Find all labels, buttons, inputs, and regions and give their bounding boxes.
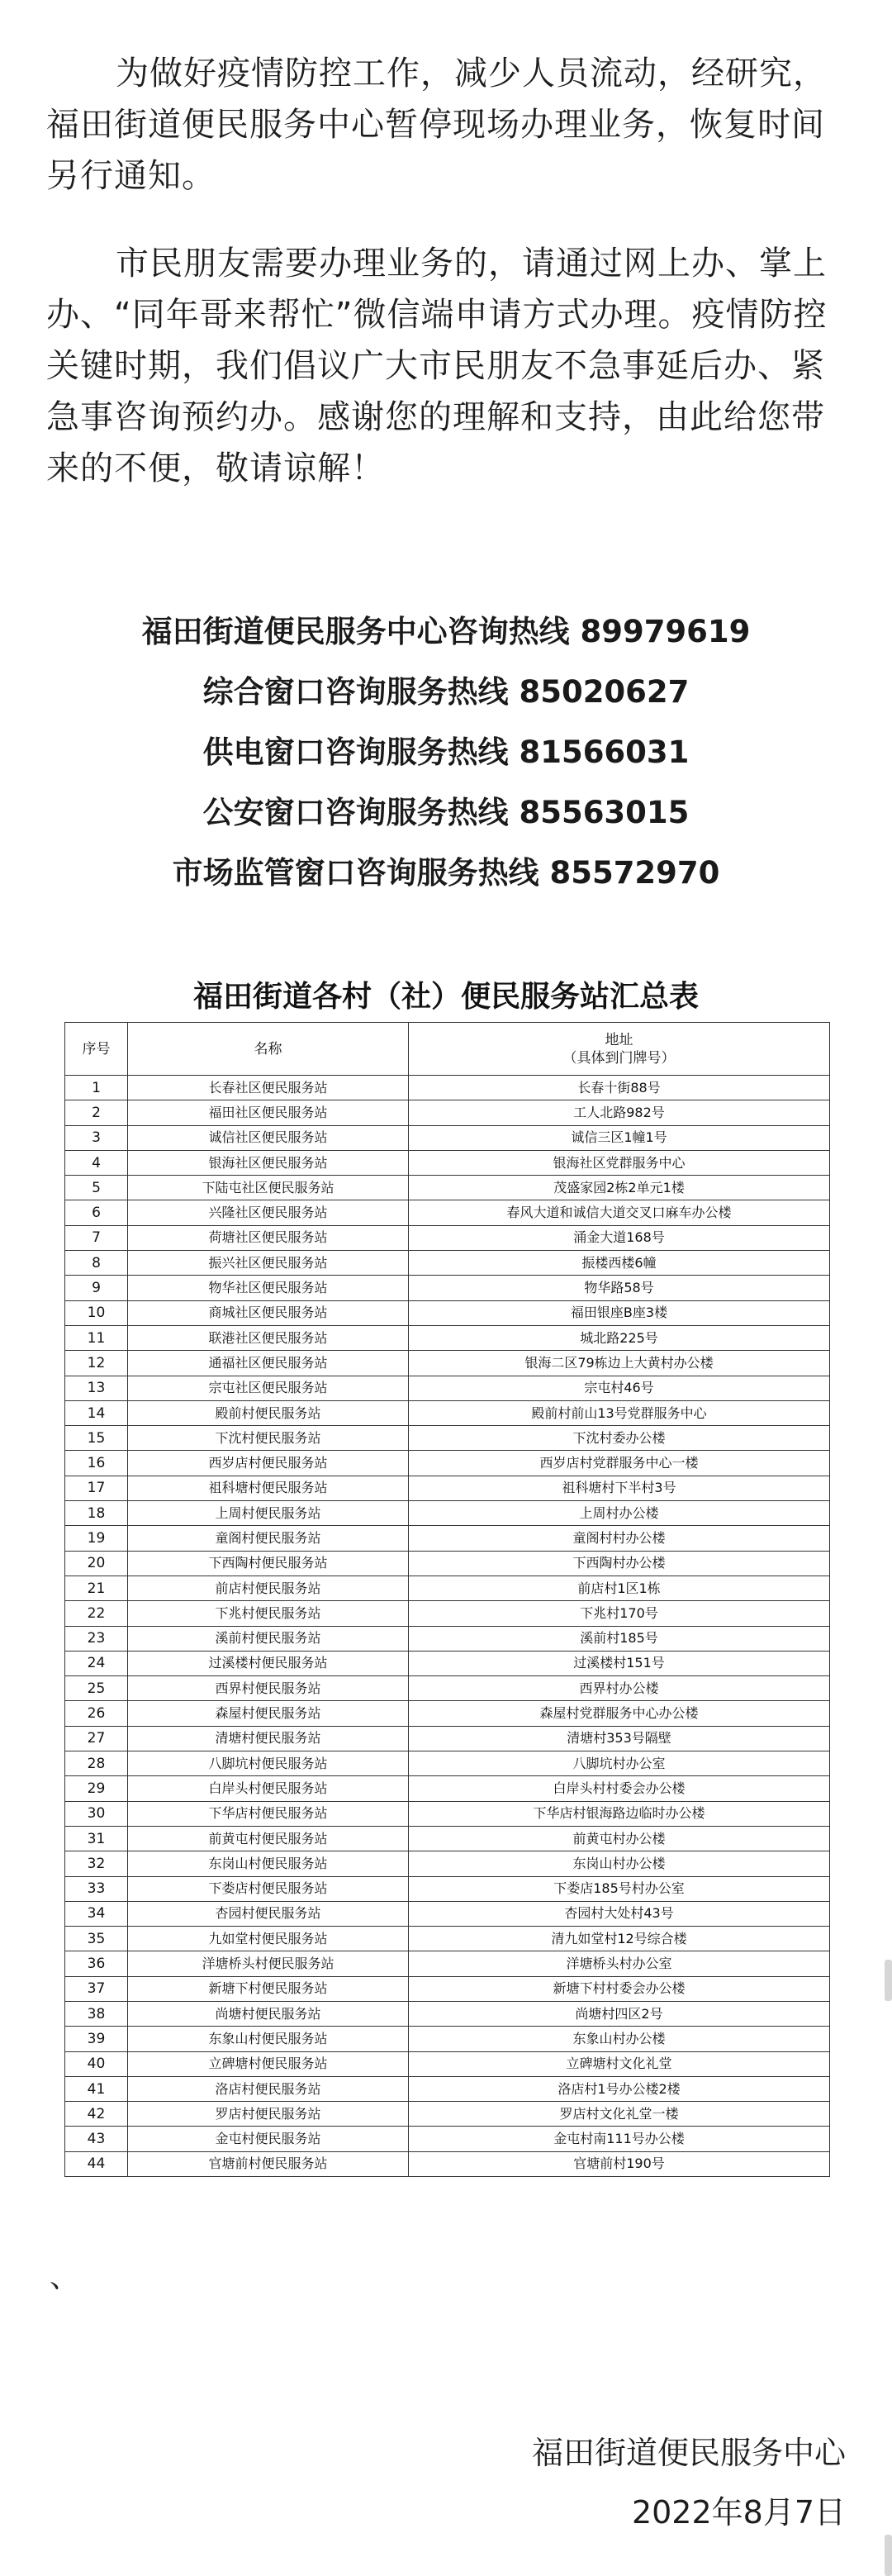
cell-name: 前黄屯村便民服务站	[128, 1826, 409, 1851]
cell-name: 下沈村便民服务站	[128, 1426, 409, 1451]
cell-address: 福田银座B座3楼	[409, 1300, 830, 1325]
cell-no: 34	[65, 1901, 128, 1926]
cell-address: 新塘下村村委会办公楼	[409, 1976, 830, 2001]
table-row	[65, 1476, 830, 1500]
table-row	[65, 1826, 830, 1851]
cell-address: 前店村1区1栋	[409, 1576, 830, 1600]
table-row	[65, 2102, 830, 2127]
cell-no: 10	[65, 1300, 128, 1325]
cell-address: 八脚坑村办公室	[409, 1751, 830, 1776]
cell-address: 白岸头村村委会办公楼	[409, 1776, 830, 1801]
cell-name: 兴隆社区便民服务站	[128, 1200, 409, 1225]
cell-address: 下兆村170号	[409, 1601, 830, 1626]
cell-address: 殿前村前山13号党群服务中心	[409, 1400, 830, 1425]
cell-name: 殿前村便民服务站	[128, 1400, 409, 1425]
cell-name: 尚塘村便民服务站	[128, 2001, 409, 2026]
cell-address: 清九如堂村12号综合楼	[409, 1927, 830, 1951]
service-station-table	[64, 1022, 830, 2177]
cell-no: 14	[65, 1400, 128, 1425]
table-row	[65, 1751, 830, 1776]
cell-name: 清塘村便民服务站	[128, 1726, 409, 1751]
cell-address: 过溪楼村151号	[409, 1651, 830, 1675]
cell-address: 城北路225号	[409, 1325, 830, 1350]
header-address-line2: （具体到门牌号）	[562, 1049, 676, 1067]
table-row	[65, 1426, 830, 1451]
cell-no: 35	[65, 1927, 128, 1951]
table-row	[65, 1225, 830, 1250]
cell-address: 尚塘村四区2号	[409, 2001, 830, 2026]
scroll-indicator	[885, 1960, 892, 2001]
header-address	[409, 1023, 830, 1076]
cell-name: 长春社区便民服务站	[128, 1076, 409, 1100]
cell-no: 19	[65, 1526, 128, 1551]
cell-no: 16	[65, 1451, 128, 1476]
table-row	[65, 2076, 830, 2101]
cell-address: 洋塘桥头村办公室	[409, 1951, 830, 1976]
cell-address: 茂盛家园2栋2单元1楼	[409, 1176, 830, 1200]
cell-address: 杏园村大处村43号	[409, 1901, 830, 1926]
table-row	[65, 2027, 830, 2051]
signature-org: 福田街道便民服务中心	[531, 2435, 846, 2471]
table-row	[65, 1400, 830, 1425]
cell-no: 26	[65, 1701, 128, 1726]
cell-name: 荷塘社区便民服务站	[128, 1225, 409, 1250]
cell-no: 5	[65, 1176, 128, 1200]
cell-address: 东象山村办公楼	[409, 2027, 830, 2051]
table-row	[65, 1150, 830, 1175]
header-no: 序号	[65, 1023, 128, 1076]
cell-no: 30	[65, 1801, 128, 1826]
cell-no: 29	[65, 1776, 128, 1801]
cell-address: 下西陶村办公楼	[409, 1551, 830, 1576]
cell-name: 东岗山村便民服务站	[128, 1851, 409, 1876]
table-row	[65, 1601, 830, 1626]
cell-no: 36	[65, 1951, 128, 1976]
cell-name: 立碑塘村便民服务站	[128, 2051, 409, 2076]
cell-address: 官塘前村190号	[409, 2151, 830, 2176]
table-row	[65, 2001, 830, 2026]
cell-name: 八脚坑村便民服务站	[128, 1751, 409, 1776]
cell-no: 23	[65, 1626, 128, 1651]
cell-no: 8	[65, 1251, 128, 1276]
cell-no: 41	[65, 2076, 128, 2101]
cell-name: 森屋村便民服务站	[128, 1701, 409, 1726]
cell-no: 42	[65, 2102, 128, 2127]
cell-no: 37	[65, 1976, 128, 2001]
cell-no: 1	[65, 1076, 128, 1100]
cell-name: 商城社区便民服务站	[128, 1300, 409, 1325]
cell-name: 宗屯社区便民服务站	[128, 1376, 409, 1400]
cell-no: 28	[65, 1751, 128, 1776]
hotline-police-window: 公安窗口咨询服务热线 85563015	[202, 795, 690, 830]
table-row	[65, 1576, 830, 1600]
table-row	[65, 1951, 830, 1976]
cell-address: 东岗山村办公楼	[409, 1851, 830, 1876]
cell-name: 福田社区便民服务站	[128, 1100, 409, 1125]
cell-no: 6	[65, 1200, 128, 1225]
table-row	[65, 1976, 830, 2001]
table-title: 福田街道各村（社）便民服务站汇总表	[192, 979, 699, 1014]
cell-address: 振楼西楼6幢	[409, 1251, 830, 1276]
cell-address: 金屯村南111号办公楼	[409, 2127, 830, 2151]
table-row	[65, 1726, 830, 1751]
cell-no: 27	[65, 1726, 128, 1751]
cell-no: 33	[65, 1876, 128, 1901]
scroll-indicator-bottom	[885, 2535, 892, 2576]
cell-address: 下娄店185号村办公室	[409, 1876, 830, 1901]
cell-no: 31	[65, 1826, 128, 1851]
cell-name: 下华店村便民服务站	[128, 1801, 409, 1826]
cell-name: 杏园村便民服务站	[128, 1901, 409, 1926]
table-body	[65, 1076, 830, 2177]
table-row	[65, 1701, 830, 1726]
cell-address: 银海二区79栋边上大黄村办公楼	[409, 1351, 830, 1376]
cell-no: 32	[65, 1851, 128, 1876]
cell-address: 上周村办公楼	[409, 1501, 830, 1526]
cell-no: 39	[65, 2027, 128, 2051]
table-row	[65, 1551, 830, 1576]
cell-address: 祖科塘村下半村3号	[409, 1476, 830, 1500]
cell-address: 童阁村村办公楼	[409, 1526, 830, 1551]
cell-name: 通福社区便民服务站	[128, 1351, 409, 1376]
table-row	[65, 1526, 830, 1551]
cell-name: 下陆屯社区便民服务站	[128, 1176, 409, 1200]
table-row	[65, 1325, 830, 1350]
cell-address: 溪前村185号	[409, 1626, 830, 1651]
cell-name: 联港社区便民服务站	[128, 1325, 409, 1350]
cell-no: 13	[65, 1376, 128, 1400]
cell-address: 西岁店村党群服务中心一楼	[409, 1451, 830, 1476]
cell-no: 12	[65, 1351, 128, 1376]
cell-name: 祖科塘村便民服务站	[128, 1476, 409, 1500]
cell-no: 44	[65, 2151, 128, 2176]
hotline-list	[0, 601, 892, 903]
cell-address: 春风大道和诚信大道交叉口麻车办公楼	[409, 1200, 830, 1225]
table-row	[65, 1176, 830, 1200]
cell-name: 过溪楼村便民服务站	[128, 1651, 409, 1675]
notice-paragraph-2: 市民朋友需要办理业务的，请通过网上办、掌上办、“同年哥来帮忙”微信端申请方式办理。疫情防控关键时期，我们倡议广大市民朋友不急事延后办、紧急事咨询预约办。感谢您的理解和支持，由此给您带来的不便，敬请谅解！	[46, 245, 828, 487]
cell-name: 罗店村便民服务站	[128, 2102, 409, 2127]
cell-address: 涌金大道168号	[409, 1225, 830, 1250]
header-address-line1: 地址	[605, 1031, 633, 1048]
cell-no: 24	[65, 1651, 128, 1675]
cell-name: 金屯村便民服务站	[128, 2127, 409, 2151]
cell-address: 西界村办公楼	[409, 1676, 830, 1701]
table-row	[65, 1276, 830, 1300]
notice-paragraph-1: 为做好疫情防控工作，减少人员流动，经研究，福田街道便民服务中心暂停现场办理业务，恢复时间另行通知。	[46, 55, 827, 195]
cell-no: 20	[65, 1551, 128, 1576]
cell-address: 洛店村1号办公楼2楼	[409, 2076, 830, 2101]
cell-address: 下华店村银海路边临时办公楼	[409, 1801, 830, 1826]
cell-address: 宗屯村46号	[409, 1376, 830, 1400]
table-row	[65, 1676, 830, 1701]
header-name: 名称	[128, 1023, 409, 1076]
table-row	[65, 2127, 830, 2151]
table-row	[65, 2151, 830, 2176]
cell-name: 童阁村便民服务站	[128, 1526, 409, 1551]
table-row	[65, 1851, 830, 1876]
cell-no: 21	[65, 1576, 128, 1600]
cell-name: 官塘前村便民服务站	[128, 2151, 409, 2176]
hotline-general-window: 综合窗口咨询服务热线 85020627	[202, 674, 690, 710]
cell-name: 九如堂村便民服务站	[128, 1927, 409, 1951]
table-row	[65, 1876, 830, 1901]
cell-name: 上周村便民服务站	[128, 1501, 409, 1526]
cell-name: 银海社区便民服务站	[128, 1150, 409, 1175]
table-row	[65, 2051, 830, 2076]
cell-no: 38	[65, 2001, 128, 2026]
signature-date: 2022年8月7日	[631, 2494, 846, 2531]
table-row	[65, 1901, 830, 1926]
cell-address: 森屋村党群服务中心办公楼	[409, 1701, 830, 1726]
cell-no: 18	[65, 1501, 128, 1526]
cell-name: 诚信社区便民服务站	[128, 1125, 409, 1150]
cell-no: 15	[65, 1426, 128, 1451]
cell-no: 9	[65, 1276, 128, 1300]
table-row	[65, 1776, 830, 1801]
cell-name: 前店村便民服务站	[128, 1576, 409, 1600]
table-row	[65, 1451, 830, 1476]
table-row	[65, 1100, 830, 1125]
cell-name: 洛店村便民服务站	[128, 2076, 409, 2101]
table-row	[65, 1501, 830, 1526]
table-row	[65, 1251, 830, 1276]
cell-name: 下西陶村便民服务站	[128, 1551, 409, 1576]
cell-address: 下沈村委办公楼	[409, 1426, 830, 1451]
cell-address: 诚信三区1幢1号	[409, 1125, 830, 1150]
cell-no: 4	[65, 1150, 128, 1175]
cell-address: 银海社区党群服务中心	[409, 1150, 830, 1175]
cell-name: 西岁店村便民服务站	[128, 1451, 409, 1476]
cell-no: 7	[65, 1225, 128, 1250]
table-row	[65, 1376, 830, 1400]
cell-name: 物华社区便民服务站	[128, 1276, 409, 1300]
cell-address: 长春十街88号	[409, 1076, 830, 1100]
cell-address: 前黄屯村办公楼	[409, 1826, 830, 1851]
hotline-power-window: 供电窗口咨询服务热线 81566031	[202, 734, 690, 770]
cell-no: 17	[65, 1476, 128, 1500]
hotline-center: 福田街道便民服务中心咨询热线 89979619	[141, 614, 751, 649]
cell-no: 40	[65, 2051, 128, 2076]
cell-name: 洋塘桥头村便民服务站	[128, 1951, 409, 1976]
cell-address: 清塘村353号隔壁	[409, 1726, 830, 1751]
table-row	[65, 1927, 830, 1951]
table-row	[65, 1801, 830, 1826]
stray-mark: 、	[50, 2260, 80, 2294]
table-row	[65, 1300, 830, 1325]
cell-name: 振兴社区便民服务站	[128, 1251, 409, 1276]
table-row	[65, 1626, 830, 1651]
table-header-row	[65, 1023, 830, 1076]
table-row	[65, 1125, 830, 1150]
cell-name: 下兆村便民服务站	[128, 1601, 409, 1626]
hotline-market-window: 市场监管窗口咨询服务热线 85572970	[172, 855, 720, 891]
cell-no: 3	[65, 1125, 128, 1150]
cell-name: 溪前村便民服务站	[128, 1626, 409, 1651]
table-row	[65, 1651, 830, 1675]
cell-name: 白岸头村便民服务站	[128, 1776, 409, 1801]
cell-address: 立碑塘村文化礼堂	[409, 2051, 830, 2076]
table-row	[65, 1076, 830, 1100]
cell-no: 25	[65, 1676, 128, 1701]
cell-no: 2	[65, 1100, 128, 1125]
cell-no: 43	[65, 2127, 128, 2151]
cell-address: 罗店村文化礼堂一楼	[409, 2102, 830, 2127]
table-row	[65, 1351, 830, 1376]
cell-name: 东象山村便民服务站	[128, 2027, 409, 2051]
cell-name: 下娄店村便民服务站	[128, 1876, 409, 1901]
cell-no: 22	[65, 1601, 128, 1626]
cell-name: 新塘下村便民服务站	[128, 1976, 409, 2001]
cell-name: 西界村便民服务站	[128, 1676, 409, 1701]
table-row	[65, 1200, 830, 1225]
cell-address: 物华路58号	[409, 1276, 830, 1300]
cell-address: 工人北路982号	[409, 1100, 830, 1125]
cell-no: 11	[65, 1325, 128, 1350]
